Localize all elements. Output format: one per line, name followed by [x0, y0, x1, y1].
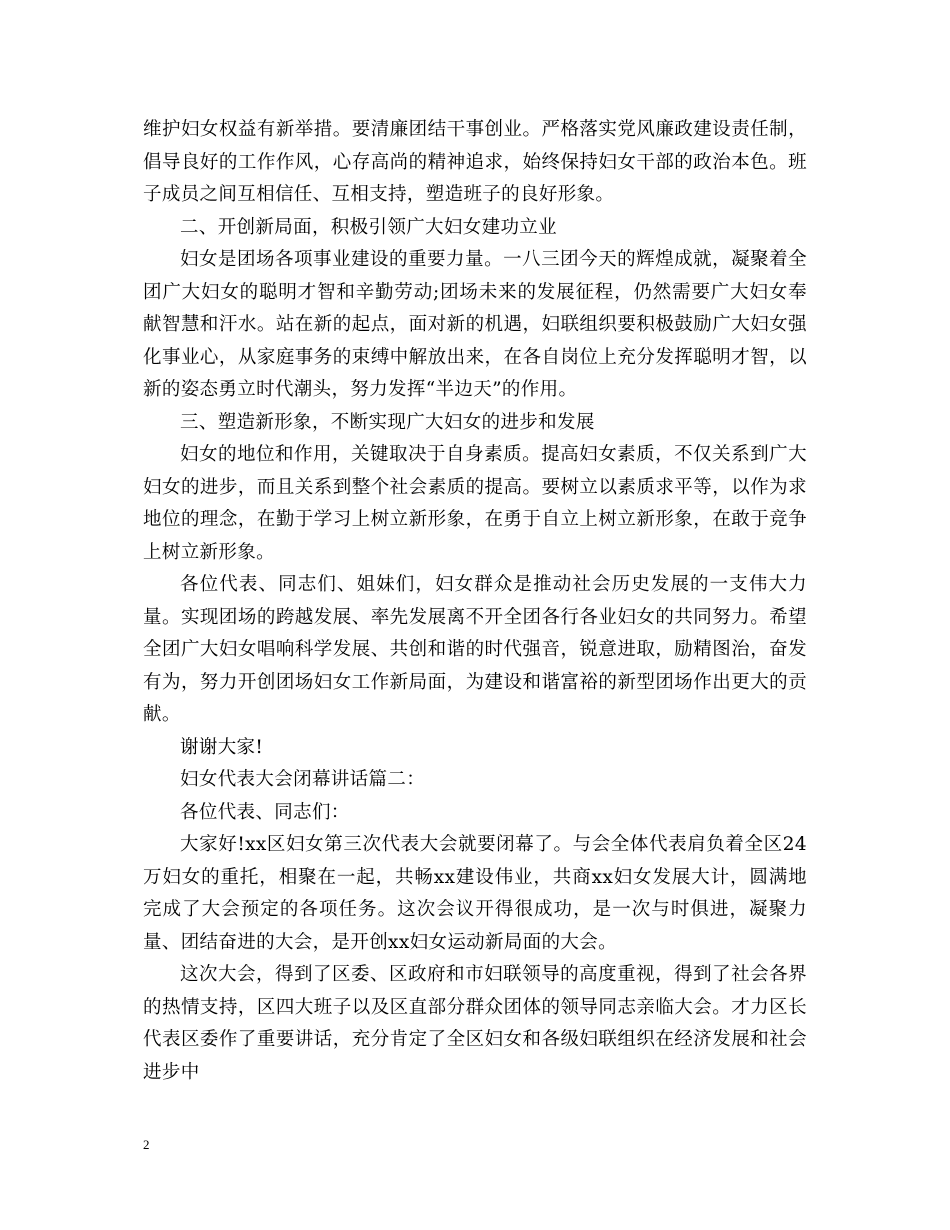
paragraph-5: 妇女的地位和作用，关键取决于自身素质。提高妇女素质，不仅关系到广大妇女的进步，而且关系到整个社会素质的提高。要树立以素质求平等，以作为求地位的理念，在勤于学习上树立新形象，在勇于自立上树立新形象，在敢于竞争上树立新形象。	[143, 444, 807, 563]
paragraph-11: 这次大会，得到了区委、区政府和市妇联领导的高度重视，得到了社会各界的热情支持，区四大班子以及区直部分群众团体的领导同志亲临大会。才力区长代表区委作了重要讲话，充分肯定了全区妇女和各级妇联组织在经济发展和社会进步中	[143, 964, 807, 1083]
paragraph-7: 谢谢大家!	[180, 736, 264, 758]
paragraph-10: 大家好!xx区妇女第三次代表大会就要闭幕了。与会全体代表肩负着全区24万妇女的重托，相聚在一起，共畅xx建设伟业，共商xx妇女发展大计，圆满地完成了大会预定的各项任务。这次会议开得很成功，是一次与时俱进，凝聚力量、团结奋进的大会，是开创xx妇女运动新局面的大会。	[143, 834, 807, 953]
paragraph-4: 三、塑造新形象，不断实现广大妇女的进步和发展	[180, 411, 595, 433]
paragraph-9: 各位代表、同志们：	[180, 801, 350, 823]
paragraph-6: 各位代表、同志们、姐妹们，妇女群众是推动社会历史发展的一支伟大力量。实现团场的跨越发展、率先发展离不开全团各行各业妇女的共同努力。希望全团广大妇女唱响科学发展、共创和谐的时代强音，锐意进取，励精图治，奋发有为，努力开创团场妇女工作新局面，为建设和谐富裕的新型团场作出更大的贡献。	[143, 574, 807, 725]
document-body	[143, 114, 807, 1089]
paragraph-3: 妇女是团场各项事业建设的重要力量。一八三团今天的辉煌成就，凝聚着全团广大妇女的聪明才智和辛勤劳动;团场未来的发展征程，仍然需要广大妇女奉献智慧和汗水。站在新的起点，面对新的机遇，妇联组织要积极鼓励广大妇女强化事业心，从家庭事务的束缚中解放出来，在各自岗位上充分发挥聪明才智，以新的姿态勇立时代潮头，努力发挥“半边天”的作用。	[143, 249, 807, 400]
paragraph-1: 维护妇女权益有新举措。要清廉团结干事创业。严格落实党风廉政建设责任制，倡导良好的工作作风，心存高尚的精神追求，始终保持妇女干部的政治本色。班子成员之间互相信任、互相支持，塑造班子的良好形象。	[143, 119, 807, 205]
page-number: 2	[143, 1137, 150, 1152]
paragraph-8: 妇女代表大会闭幕讲话篇二：	[180, 769, 426, 790]
paragraph-2: 二、开创新局面，积极引领广大妇女建功立业	[180, 216, 558, 238]
